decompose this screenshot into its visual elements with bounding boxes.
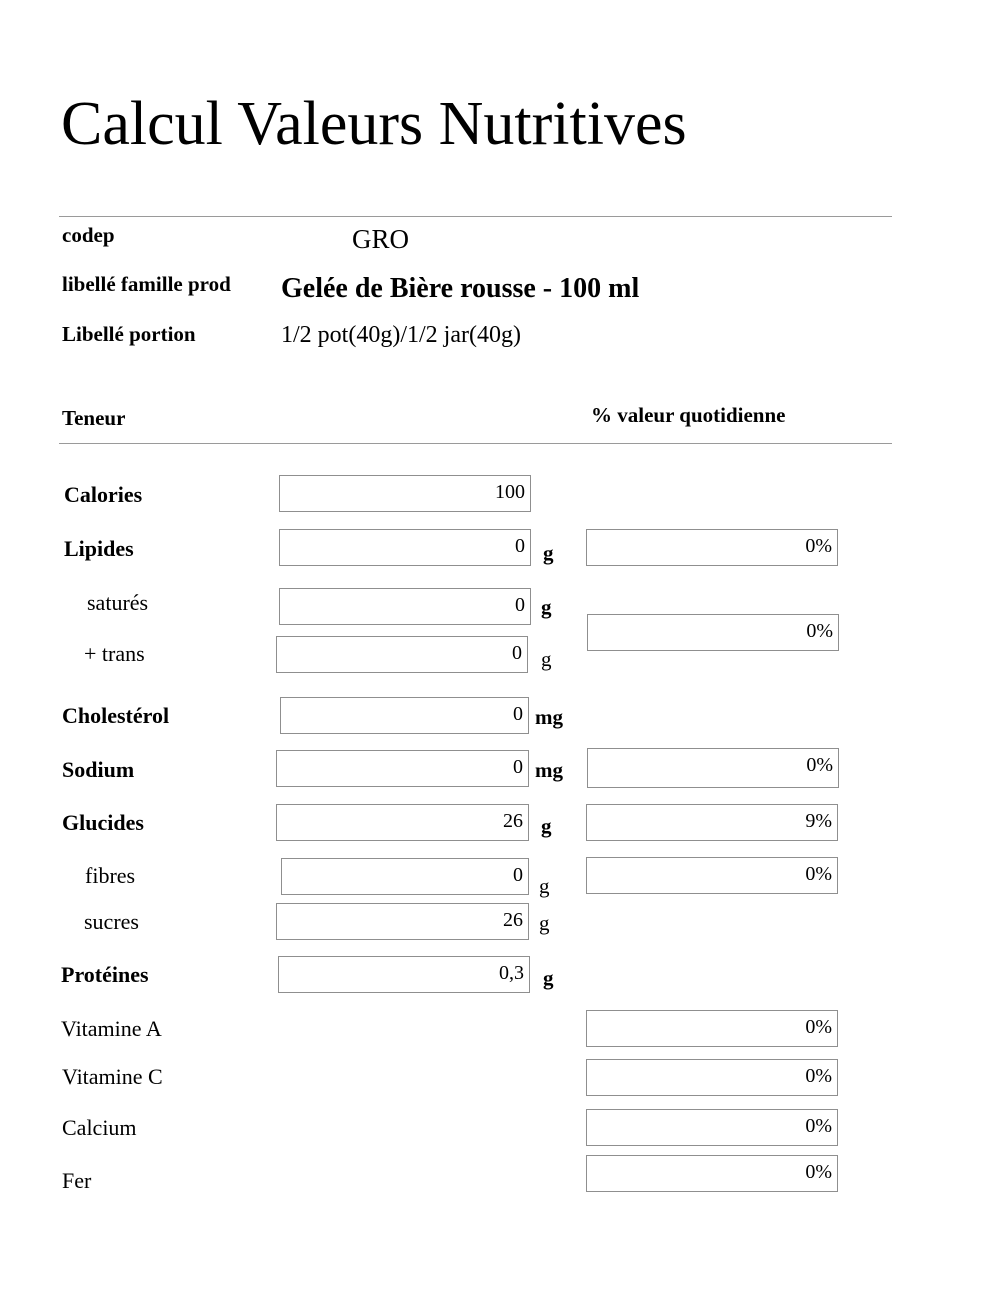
lipides-label: Lipides: [64, 536, 134, 561]
proteines-unit: g: [543, 966, 554, 990]
top-divider: [59, 216, 892, 217]
vitamine-c-label: Vitamine C: [62, 1064, 163, 1089]
cholesterol-input[interactable]: 0: [280, 697, 529, 734]
fibres-pct-input[interactable]: 0%: [586, 857, 838, 894]
calories-label: Calories: [64, 482, 143, 507]
fer-pct-input[interactable]: 0%: [586, 1155, 838, 1192]
sucres-unit: g: [539, 911, 550, 935]
fibres-input[interactable]: 0: [281, 858, 529, 895]
satures-input[interactable]: 0: [279, 588, 531, 625]
sodium-unit: mg: [535, 758, 563, 782]
trans-unit: g: [541, 647, 552, 671]
glucides-pct-input[interactable]: 9%: [586, 804, 838, 841]
vitamine-a-label: Vitamine A: [61, 1016, 162, 1041]
sodium-input[interactable]: 0: [276, 750, 529, 787]
vitamine-c-pct-input[interactable]: 0%: [586, 1059, 838, 1096]
codep-label: codep: [62, 223, 115, 247]
famille-value: Gelée de Bière rousse - 100 ml: [281, 273, 640, 304]
calcium-label: Calcium: [62, 1115, 137, 1140]
proteines-input[interactable]: 0,3: [278, 956, 530, 993]
satures-label: saturés: [87, 590, 149, 615]
sodium-pct-input[interactable]: 0%: [587, 748, 839, 788]
calcium-pct-input[interactable]: 0%: [586, 1109, 838, 1146]
page-title: Calcul Valeurs Nutritives: [61, 90, 687, 158]
sodium-label: Sodium: [62, 757, 135, 782]
cholesterol-label: Cholestérol: [62, 703, 170, 728]
lipides-pct-input[interactable]: 0%: [586, 529, 838, 566]
cholesterol-unit: mg: [535, 705, 563, 729]
trans-label: + trans: [84, 641, 145, 666]
glucides-unit: g: [541, 814, 552, 838]
daily-value-header: % valeur quotidienne: [591, 403, 786, 427]
famille-label: libellé famille prod: [62, 272, 231, 296]
portion-label: Libellé portion: [62, 322, 196, 346]
portion-value: 1/2 pot(40g)/1/2 jar(40g): [281, 322, 521, 348]
glucides-input[interactable]: 26: [276, 804, 529, 841]
lipides-input[interactable]: 0: [279, 529, 531, 566]
teneur-header: Teneur: [62, 406, 126, 430]
sucres-input[interactable]: 26: [276, 903, 529, 940]
header-divider: [59, 443, 892, 444]
fibres-label: fibres: [85, 863, 136, 888]
fer-label: Fer: [62, 1168, 92, 1193]
calories-input[interactable]: 100: [279, 475, 531, 512]
satures-unit: g: [541, 595, 552, 619]
proteines-label: Protéines: [61, 962, 149, 987]
glucides-label: Glucides: [62, 810, 144, 835]
fibres-unit: g: [539, 874, 550, 898]
trans-input[interactable]: 0: [276, 636, 528, 673]
codep-value: GRO: [352, 224, 410, 254]
satures-trans-pct-input[interactable]: 0%: [587, 614, 839, 651]
lipides-unit: g: [543, 541, 554, 565]
sucres-label: sucres: [84, 909, 139, 934]
vitamine-a-pct-input[interactable]: 0%: [586, 1010, 838, 1047]
